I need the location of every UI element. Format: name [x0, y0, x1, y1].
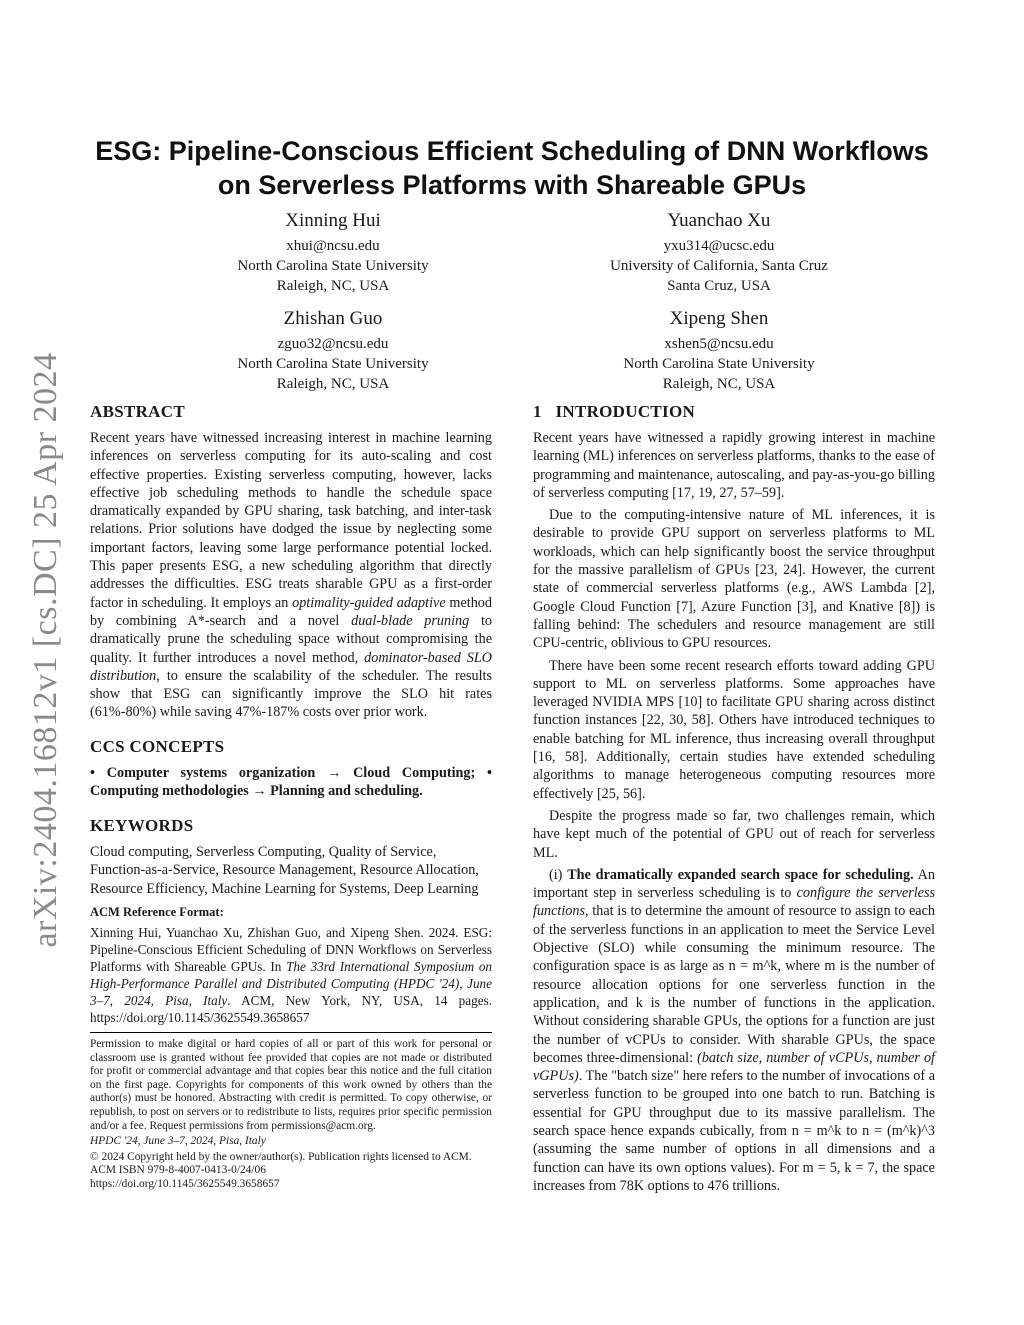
permission-text: Permission to make digital or hard copies of all or part of this work for personal or classroom use is granted without fee provided that copies are not made or distributed for profit or commercial advantage and that copies bear this notice and the full citation on the first page. Copyrights for components of this work owned by others than the author(s) must be honored. Abstracting with credit is permitted. To copy otherwise, or republish, to post on servers or to redistribute to lists, requires prior specific permission and/or a fee. Request permissions from permissions@acm.org. — [90, 1038, 492, 1132]
title-line-1: ESG: Pipeline-Conscious Efficient Scheduling of DNN Workflows — [95, 136, 929, 166]
author-location: Raleigh, NC, USA — [662, 376, 776, 392]
author-email: xhui@ncsu.edu — [286, 238, 380, 254]
intro-paragraph-3: There have been some recent research efforts toward adding GPU support to ML on serverless platforms. Some approaches have leveraged NVIDIA MPS [10] to facilitate GPU sharing across distinct function instances [22, 30, 58]. Others have introduced techniques to enable batching for ML inference, thus increasing overall throughput [16, 58]. Additionally, certain studies have extended scheduling algorithms to manage heterogeneous computing resources more effectively [25, 56]. — [533, 657, 935, 802]
arxiv-sidebar — [26, 350, 66, 950]
keywords-text: Cloud computing, Serverless Computing, Quality of Service, Function-as-a-Service, Resource Management, Resource Allocation, Resource Efficiency, Machine Learning for Systems, Deep Learning — [90, 844, 479, 897]
abstract-heading: ABSTRACT — [90, 402, 185, 421]
author-location: Raleigh, NC, USA — [276, 376, 390, 392]
keywords-heading: KEYWORDS — [90, 816, 194, 835]
author-affiliation: North Carolina State University — [623, 356, 815, 372]
author-block-1 — [173, 209, 493, 296]
author-block-3 — [173, 307, 493, 394]
author-name: Xinning Hui — [285, 210, 381, 231]
abstract-text: Recent years have witnessed increasing interest in machine learning inferences on serverless computing for its auto-scaling and cost effective properties. Existing serverless computing, however, lacks effective job scheduling methods to handle the schedule space dramatically expanded by GPU sharing, task batching, and inter-task relations. Prior solutions have dodged the issue by neglecting some important factors, leaving some large performance potential locked. This paper presents ESG, a new scheduling algorithm that directly addresses the difficulties. ESG treats sharable GPU as a first-order factor in scheduling. It employs an optimality-guided adaptive method by combining A*-search and a novel dual-blade pruning to dramatically prune the scheduling space without compromising the quality. It further introduces a novel method, dominator-based SLO distribution, to ensure the scalability of the scheduler. The results show that ESG can significantly improve the SLO hit rates (61%-80%) while saving 47%-187% costs over prior work. — [90, 430, 493, 721]
author-name: Xipeng Shen — [669, 308, 769, 329]
isbn-line: ACM ISBN 979-8-4007-0413-0/24/06 — [90, 1164, 266, 1177]
doi-line: https://doi.org/10.1145/3625549.3658657 — [90, 1177, 280, 1190]
reference-section — [90, 904, 492, 1026]
author-name: Zhishan Guo — [283, 308, 383, 329]
author-block-2 — [559, 209, 879, 296]
intro-paragraph-2: Due to the computing-intensive nature of ML inferences, it is desirable to provide GPU support on serverless platforms to ML workloads, which can help significantly boost the service throughput for the massive parallelism of GPUs [23, 24]. However, the current state of commercial serverless platforms (e.g., AWS Lambda [2], Google Cloud Function [7], Azure Function [3], and Knative [8]) is falling behind: The schedulers and resource management are still CPU-centric, oblivious to GPU resources. — [533, 507, 935, 652]
copyright-line: © 2024 Copyright held by the owner/author(s). Publication rights licensed to ACM. — [90, 1150, 472, 1163]
author-affiliation: University of California, Santa Cruz — [610, 258, 828, 274]
paper-title — [70, 134, 954, 202]
ccs-heading: CCS CONCEPTS — [90, 737, 225, 756]
author-affiliation: North Carolina State University — [237, 356, 429, 372]
footnote-rule — [90, 1032, 492, 1033]
title-line-2: on Serverless Platforms with Shareable GPUs — [217, 170, 807, 200]
intro-paragraph-4: Despite the progress made so far, two challenges remain, which have kept much of the potential of GPU out of reach for serverless ML. — [533, 807, 935, 861]
abstract-section — [90, 401, 492, 722]
author-email: zguo32@ncsu.edu — [277, 336, 389, 352]
author-location: Raleigh, NC, USA — [276, 278, 390, 294]
arxiv-id: arXiv:2404.16812v1 [cs.DC] 25 Apr 2024 — [27, 352, 64, 948]
author-name: Yuanchao Xu — [667, 210, 771, 231]
author-email: xshen5@ncsu.edu — [664, 336, 774, 352]
intro-paragraph-1: Recent years have witnessed a rapidly growing interest in machine learning (ML) inferences on serverless platforms, thanks to the ease of programming and maintenance, autoscaling, and pay-as-you-go billing of serverless computing [17, 19, 27, 57–59]. — [533, 430, 935, 501]
ccs-section — [90, 736, 492, 801]
reference-heading: ACM Reference Format: — [90, 905, 224, 919]
author-affiliation: North Carolina State University — [237, 258, 429, 274]
conference-line: HPDC '24, June 3–7, 2024, Pisa, Italy — [90, 1135, 266, 1148]
intro-paragraph-5: (i) The dramatically expanded search space for scheduling. An important step in serverless scheduling is to configure the serverless functions, that is to determine the amount of resource to assign to each of the serverless functions in an application to meet the Service Level Objective (SLO) while consuming the minimum resource. The configuration space is as large as n = m^k, where m is the number of resource allocation options for one serverless function in the application, and k is the number of functions in the application. Without considering sharable GPUs, the options for a function are just the number of vCPUs to consider. With sharable GPUs, the space becomes three-dimensional: (batch size, number of vCPUs, number of vGPUs). The "batch size" here refers to the number of invocations of a serverless function to be grouped into one batch to run. Batching is essential for GPU throughput due to its massive parallelism. The search space hence expands cubically, from n = m^k to n = (m^k)^3 (assuming the same number of options in all dimensions and a function can have its own options values). For m = 5, k = 7, the space increases from 78K options to 476 trillions. — [533, 866, 935, 1194]
introduction-heading: 1 INTRODUCTION — [533, 402, 696, 421]
footnote-section — [90, 1038, 492, 1192]
author-location: Santa Cruz, USA — [667, 278, 771, 294]
author-email: yxu314@ucsc.edu — [663, 238, 775, 254]
reference-text: Xinning Hui, Yuanchao Xu, Zhishan Guo, and Xipeng Shen. 2024. ESG: Pipeline-Conscious Efficient Scheduling of DNN Workflows on Serverless Platforms with Shareable GPUs. In The 33rd International Symposium on High-Performance Parallel and Distributed Computing (HPDC '24), June 3–7, 2024, Pisa, Italy. ACM, New York, NY, USA, 14 pages. https://doi.org/10.1145/3625549.3658657 — [90, 925, 493, 1025]
ccs-text: • Computer systems organization → Cloud Computing; • Computing methodologies → Planning and scheduling. — [90, 765, 492, 800]
introduction-section — [533, 401, 935, 1195]
author-block-4 — [559, 307, 879, 394]
keywords-section — [90, 815, 492, 898]
